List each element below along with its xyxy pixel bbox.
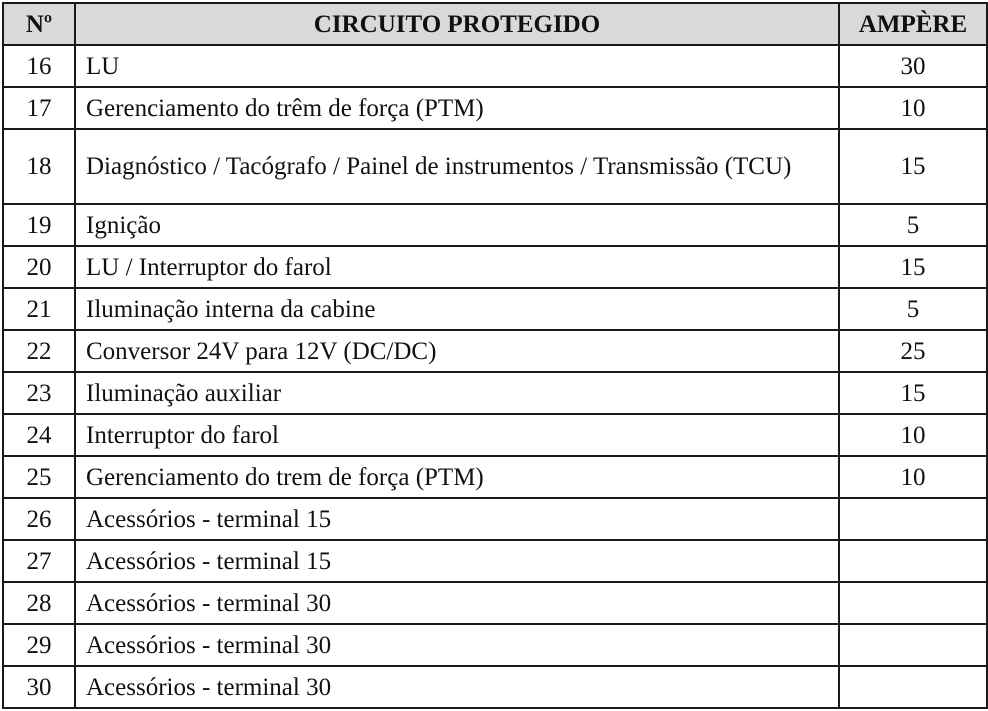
row-ampere: 10 (839, 87, 987, 129)
row-ampere (839, 498, 987, 540)
row-ampere: 30 (839, 45, 987, 87)
row-circuit: Acessórios - terminal 30 (75, 624, 839, 666)
row-number: 27 (3, 540, 75, 582)
table-row (3, 288, 987, 330)
row-circuit: Gerenciamento do trêm de força (PTM) (75, 87, 839, 129)
row-number: 16 (3, 45, 75, 87)
table-header (3, 3, 987, 45)
row-ampere: 10 (839, 414, 987, 456)
table-row (3, 330, 987, 372)
row-circuit: Acessórios - terminal 15 (75, 540, 839, 582)
row-ampere (839, 540, 987, 582)
table-row (3, 666, 987, 708)
row-ampere (839, 582, 987, 624)
row-number: 21 (3, 288, 75, 330)
table-row (3, 204, 987, 246)
row-circuit: Iluminação auxiliar (75, 372, 839, 414)
row-circuit: Acessórios - terminal 15 (75, 498, 839, 540)
row-number: 22 (3, 330, 75, 372)
row-circuit: Diagnóstico / Tacógrafo / Painel de instrumentos / Transmissão (TCU) (75, 129, 839, 204)
table-row (3, 372, 987, 414)
row-ampere: 5 (839, 288, 987, 330)
row-ampere (839, 666, 987, 708)
row-circuit: Ignição (75, 204, 839, 246)
table-row (3, 456, 987, 498)
table-row (3, 540, 987, 582)
header-number: Nº (3, 3, 75, 45)
row-circuit: Acessórios - terminal 30 (75, 582, 839, 624)
header-row (3, 3, 987, 45)
table-row (3, 45, 987, 87)
row-number: 26 (3, 498, 75, 540)
row-ampere: 10 (839, 456, 987, 498)
table-row (3, 87, 987, 129)
row-ampere: 5 (839, 204, 987, 246)
table-row (3, 498, 987, 540)
table-row (3, 582, 987, 624)
table-row (3, 624, 987, 666)
row-number: 20 (3, 246, 75, 288)
row-circuit: Acessórios - terminal 30 (75, 666, 839, 708)
row-ampere: 15 (839, 129, 987, 204)
row-number: 17 (3, 87, 75, 129)
row-number: 25 (3, 456, 75, 498)
row-number: 28 (3, 582, 75, 624)
row-circuit: Conversor 24V para 12V (DC/DC) (75, 330, 839, 372)
row-circuit: LU / Interruptor do farol (75, 246, 839, 288)
table-row (3, 129, 987, 204)
row-number: 23 (3, 372, 75, 414)
table-body (3, 45, 987, 708)
header-circuit: CIRCUITO PROTEGIDO (75, 3, 839, 45)
row-number: 19 (3, 204, 75, 246)
header-ampere: AMPÈRE (839, 3, 987, 45)
fuse-table (2, 2, 988, 709)
row-number: 18 (3, 129, 75, 204)
row-circuit: Interruptor do farol (75, 414, 839, 456)
row-ampere: 15 (839, 372, 987, 414)
row-circuit: Gerenciamento do trem de força (PTM) (75, 456, 839, 498)
row-number: 30 (3, 666, 75, 708)
row-circuit: LU (75, 45, 839, 87)
table-row (3, 246, 987, 288)
table-row (3, 414, 987, 456)
row-ampere: 25 (839, 330, 987, 372)
row-number: 24 (3, 414, 75, 456)
row-ampere: 15 (839, 246, 987, 288)
row-ampere (839, 624, 987, 666)
row-circuit: Iluminação interna da cabine (75, 288, 839, 330)
row-number: 29 (3, 624, 75, 666)
